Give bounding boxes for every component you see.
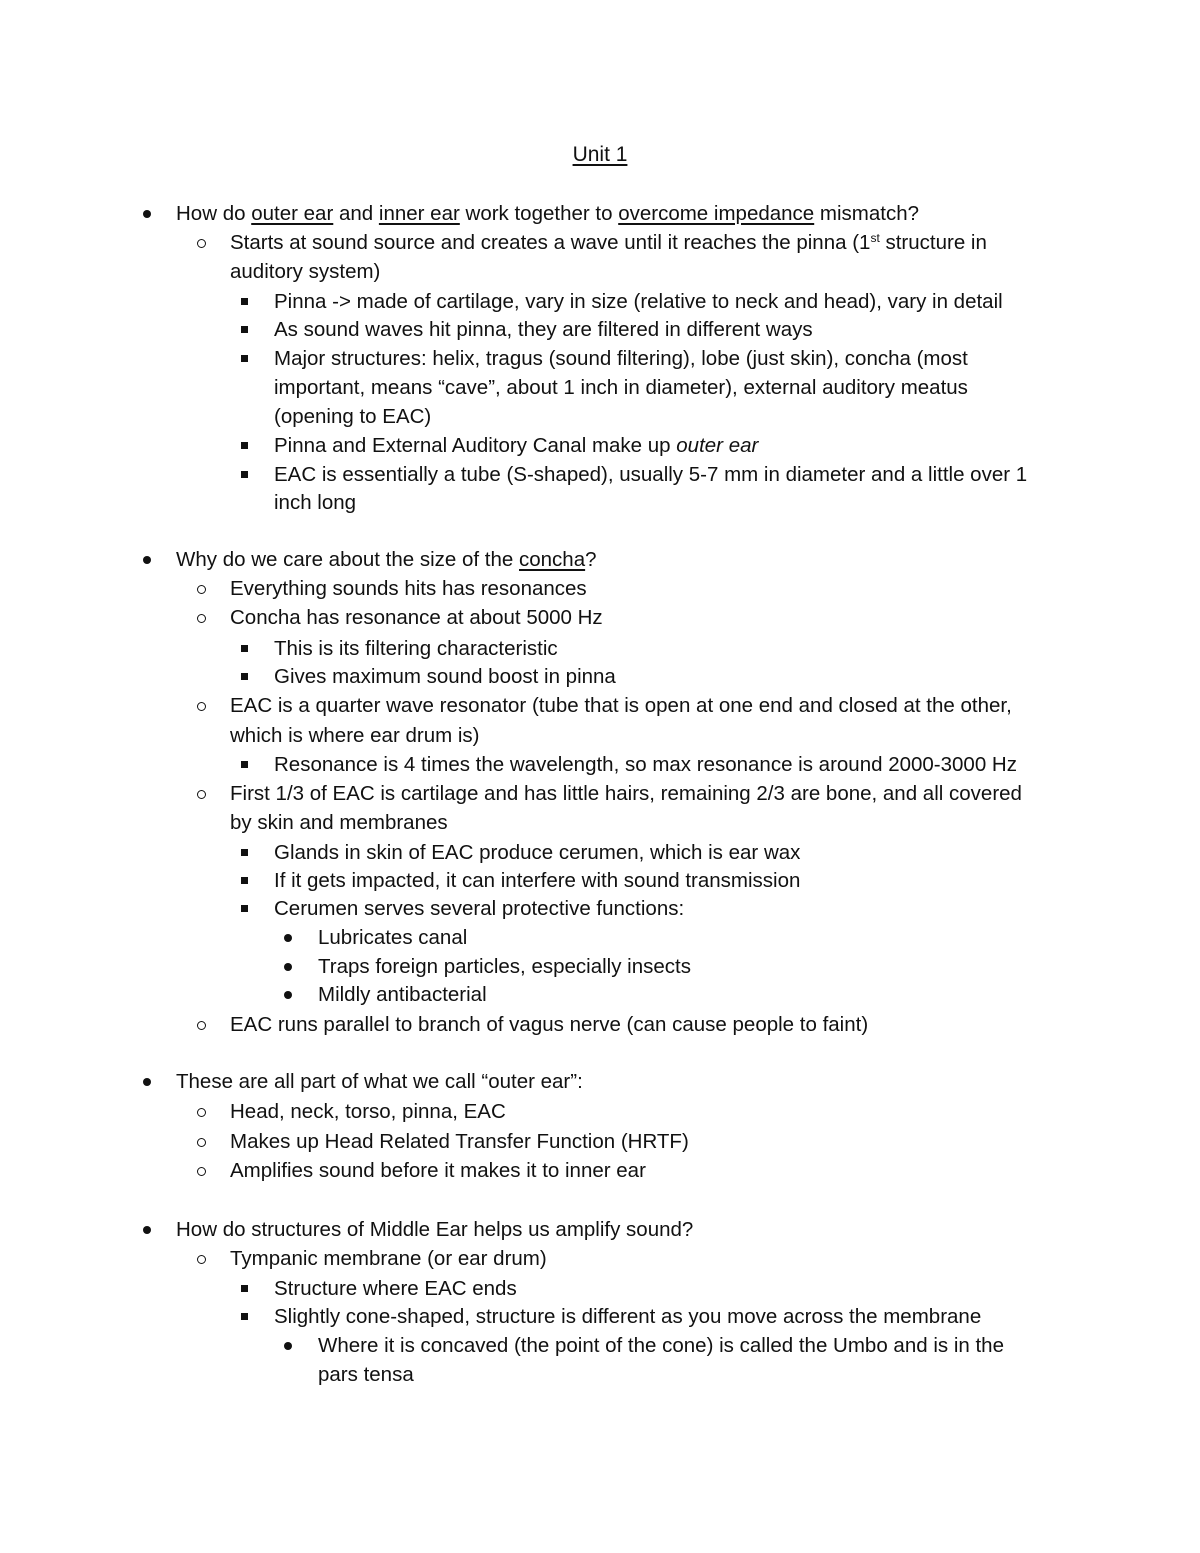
square-bullet-icon: [241, 442, 248, 449]
bullet-icon: [284, 1342, 292, 1350]
square-bullet-icon: [241, 761, 248, 768]
list-item: If it gets impacted, it can interfere with sound transmission: [274, 869, 801, 892]
bullet-icon: [284, 963, 292, 971]
square-bullet-icon: [241, 1285, 248, 1292]
list-item: Gives maximum sound boost in pinna: [274, 665, 616, 688]
square-bullet-icon: [241, 355, 248, 362]
list-item: Everything sounds hits has resonances: [230, 577, 587, 600]
list-item: Tympanic membrane (or ear drum): [230, 1247, 547, 1270]
bullet-icon: [143, 556, 151, 564]
circle-bullet-icon: [197, 614, 206, 623]
list-item: Amplifies sound before it makes it to inner ear: [230, 1159, 646, 1182]
list-item: Concha has resonance at about 5000 Hz: [230, 606, 603, 629]
circle-bullet-icon: [197, 585, 206, 594]
circle-bullet-icon: [197, 1021, 206, 1030]
list-item: Head, neck, torso, pinna, EAC: [230, 1100, 506, 1123]
square-bullet-icon: [241, 1313, 248, 1320]
circle-bullet-icon: [197, 1108, 206, 1117]
question-1: How do outer ear and inner ear work together to overcome impedance mismatch?: [176, 202, 920, 225]
list-item: As sound waves hit pinna, they are filtered in different ways: [274, 318, 813, 341]
list-item: Where it is concaved (the point of the cone) is called the Umbo and is in the: [318, 1334, 1004, 1357]
list-item: Resonance is 4 times the wavelength, so max resonance is around 2000-3000 Hz: [274, 753, 1017, 776]
list-item: Cerumen serves several protective functions:: [274, 897, 685, 920]
list-item: Lubricates canal: [318, 926, 468, 949]
question-3: These are all part of what we call “outer ear”:: [176, 1070, 583, 1093]
list-item: EAC is essentially a tube (S-shaped), usually 5-7 mm in diameter and a little over 1: [274, 463, 1028, 486]
page-title: Unit 1: [572, 143, 628, 166]
list-item: Structure where EAC ends: [274, 1277, 517, 1300]
list-item-continuation: which is where ear drum is): [230, 724, 480, 747]
list-item: First 1/3 of EAC is cartilage and has little hairs, remaining 2/3 are bone, and all covered: [230, 782, 1022, 805]
list-item: Pinna and External Auditory Canal make up outer ear: [274, 434, 759, 457]
square-bullet-icon: [241, 905, 248, 912]
list-item: Glands in skin of EAC produce cerumen, which is ear wax: [274, 841, 801, 864]
list-item-continuation: pars tensa: [318, 1363, 414, 1386]
list-item: Starts at sound source and creates a wave until it reaches the pinna (1st structure in: [230, 231, 987, 254]
list-item-continuation: (opening to EAC): [274, 405, 432, 428]
circle-bullet-icon: [197, 1167, 206, 1176]
bullet-icon: [284, 991, 292, 999]
square-bullet-icon: [241, 326, 248, 333]
list-item: EAC is a quarter wave resonator (tube that is open at one end and closed at the other,: [230, 694, 1012, 717]
square-bullet-icon: [241, 298, 248, 305]
square-bullet-icon: [241, 471, 248, 478]
square-bullet-icon: [241, 645, 248, 652]
list-item: Slightly cone-shaped, structure is different as you move across the membrane: [274, 1305, 982, 1328]
list-item: Traps foreign particles, especially insects: [318, 955, 691, 978]
circle-bullet-icon: [197, 1138, 206, 1147]
square-bullet-icon: [241, 849, 248, 856]
bullet-icon: [143, 1078, 151, 1086]
question-4: How do structures of Middle Ear helps us amplify sound?: [176, 1218, 694, 1241]
bullet-icon: [143, 1226, 151, 1234]
circle-bullet-icon: [197, 790, 206, 799]
list-item: EAC runs parallel to branch of vagus nerve (can cause people to faint): [230, 1013, 869, 1036]
list-item: This is its filtering characteristic: [274, 637, 558, 660]
square-bullet-icon: [241, 877, 248, 884]
list-item: Major structures: helix, tragus (sound filtering), lobe (just skin), concha (most: [274, 347, 968, 370]
list-item-continuation: by skin and membranes: [230, 811, 448, 834]
list-item: Mildly antibacterial: [318, 983, 487, 1006]
bullet-icon: [143, 210, 151, 218]
circle-bullet-icon: [197, 239, 206, 248]
question-2: Why do we care about the size of the concha?: [176, 548, 597, 571]
list-item-continuation: important, means “cave”, about 1 inch in diameter), external auditory meatus: [274, 376, 968, 399]
list-item-continuation: auditory system): [230, 260, 381, 283]
list-item: Pinna -> made of cartilage, vary in size (relative to neck and head), vary in detail: [274, 290, 1003, 313]
square-bullet-icon: [241, 673, 248, 680]
circle-bullet-icon: [197, 702, 206, 711]
list-item: Makes up Head Related Transfer Function (HRTF): [230, 1130, 689, 1153]
circle-bullet-icon: [197, 1255, 206, 1264]
list-item-continuation: inch long: [274, 491, 357, 514]
bullet-icon: [284, 934, 292, 942]
